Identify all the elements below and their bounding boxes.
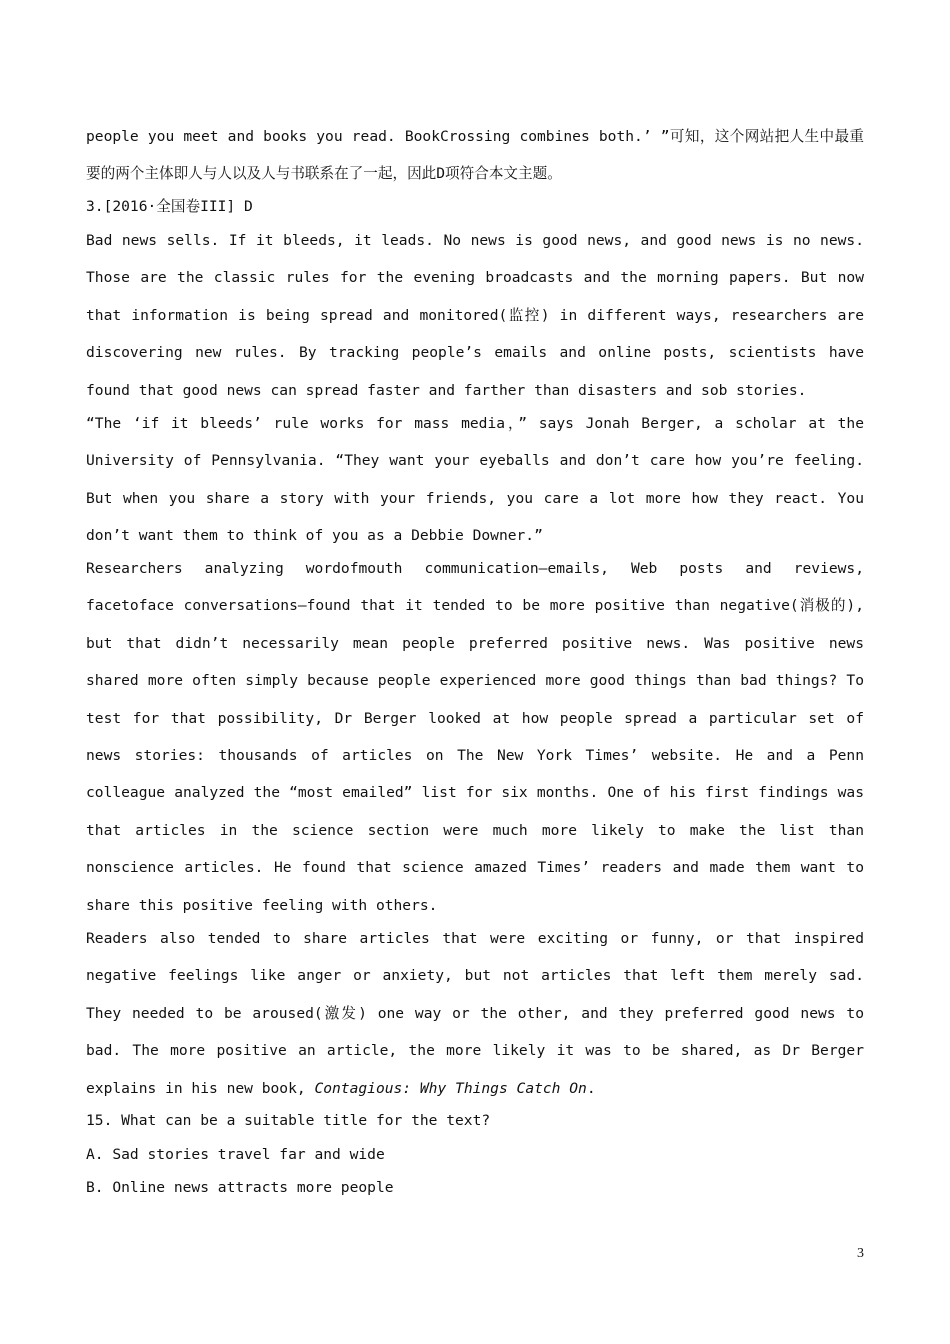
article-paragraph-4 xyxy=(86,920,864,1107)
page-number: 3 xyxy=(857,1246,864,1261)
section-heading: 3.[2016·全国卷III] D xyxy=(86,198,253,215)
question-15: 15. What can be a suitable title for the text? xyxy=(86,1112,491,1129)
article-paragraph-3: Researchers analyzing wordofmouth communication—emails, Web posts and reviews, facetoface conversations—found that it tended to be more positive than negative(消极的), but that didn’t necessarily mean people preferred positive news. Was positive news shared more often simply because people experienced more good things than bad things? To test for that possibility, Dr Berger looked at how people spread a particular set of news stories: thousands of articles on The New York Times’ website. He and a Penn colleague analyzed the “most emailed” list for six months. One of his first findings was that articles in the science section were much more likely to make the list than nonscience articles. He found that science amazed Times’ readers and made them want to share this positive feeling with others. xyxy=(86,560,864,914)
paragraph-4-end: . xyxy=(586,1079,596,1097)
option-a: A. Sad stories travel far and wide xyxy=(86,1146,385,1163)
article-paragraph-2: “The ‘if it bleeds’ rule works for mass media，” says Jonah Berger, a scholar at the University of Pennsylvania. “They want your eyeballs and don’t care how you’re feeling. But when you share a story with your friends, you care a lot more how they react. You don’t want them to think of you as a Debbie Downer.” xyxy=(86,415,864,545)
option-b: B. Online news attracts more people xyxy=(86,1179,394,1196)
paragraph-4-text: Readers also tended to share articles that were exciting or funny, or that inspired negative feelings like anger or anxiety, but not articles that left them merely sad. They needed to be aroused(激发) one way or the other, and they preferred good news to bad. The more positive an article, the more likely it was to be shared, as Dr Berger explains in his new book, xyxy=(86,930,864,1097)
book-title: Contagious: Why Things Catch On xyxy=(314,1079,587,1097)
intro-paragraph-end: people you meet and books you read. BookCrossing combines both.’ ”可知，这个网站把人生中最重要的两个主体即人与人以及人与书联系在了一起，因此D项符合本文主题。 xyxy=(86,128,864,183)
article-paragraph-1: Bad news sells. If it bleeds, it leads. No news is good news, and good news is no news. Those are the classic rules for the evening broadcasts and the morning papers. But now that information is being spread and monitored(监控) in different ways, researchers are discovering new rules. By tracking people’s emails and online posts, scientists have found that good news can spread faster and farther than disasters and sob stories. xyxy=(86,232,864,399)
